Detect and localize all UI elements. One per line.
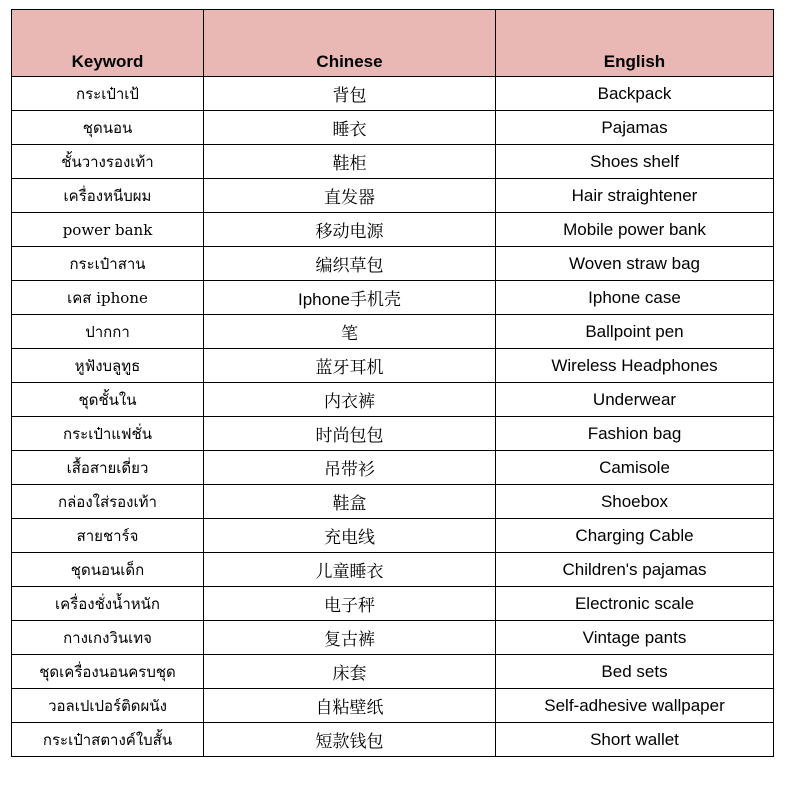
cell-english: Backpack [496, 77, 774, 111]
cell-chinese: 儿童睡衣 [204, 553, 496, 587]
header-keyword: Keyword [12, 10, 204, 77]
table-row [12, 111, 774, 145]
cell-keyword: กางเกงวินเทจ [12, 621, 204, 655]
table-row [12, 281, 774, 315]
cell-english: Ballpoint pen [496, 315, 774, 349]
cell-chinese: 笔 [204, 315, 496, 349]
cell-chinese: 充电线 [204, 519, 496, 553]
table-row [12, 247, 774, 281]
cell-keyword: ปากกา [12, 315, 204, 349]
table-row [12, 655, 774, 689]
table-row [12, 519, 774, 553]
cell-keyword: ชุดชั้นใน [12, 383, 204, 417]
table-row [12, 553, 774, 587]
cell-english: Fashion bag [496, 417, 774, 451]
cell-keyword: สายชาร์จ [12, 519, 204, 553]
table-row [12, 77, 774, 111]
cell-english: Underwear [496, 383, 774, 417]
table-row [12, 451, 774, 485]
cell-chinese: 自粘壁纸 [204, 689, 496, 723]
cell-chinese: 移动电源 [204, 213, 496, 247]
cell-english: Shoes shelf [496, 145, 774, 179]
cell-chinese: 复古裤 [204, 621, 496, 655]
table-row [12, 213, 774, 247]
cell-keyword: power bank [12, 213, 204, 247]
cell-english: Self-adhesive wallpaper [496, 689, 774, 723]
cell-english: Charging Cable [496, 519, 774, 553]
cell-keyword: กระเป๋าสตางค์ใบสั้น [12, 723, 204, 757]
cell-keyword: กล่องใส่รองเท้า [12, 485, 204, 519]
cell-keyword: ชุดเครื่องนอนครบชุด [12, 655, 204, 689]
cell-chinese: 短款钱包 [204, 723, 496, 757]
cell-chinese: 背包 [204, 77, 496, 111]
cell-keyword: เครื่องหนีบผม [12, 179, 204, 213]
cell-chinese: 电子秤 [204, 587, 496, 621]
cell-chinese: 内衣裤 [204, 383, 496, 417]
header-row [12, 10, 774, 77]
cell-english: Pajamas [496, 111, 774, 145]
table-body [12, 77, 774, 757]
table-header [12, 10, 774, 77]
table-row [12, 689, 774, 723]
cell-english: Shoebox [496, 485, 774, 519]
cell-keyword: ชุดนอน [12, 111, 204, 145]
table-row [12, 315, 774, 349]
header-chinese: Chinese [204, 10, 496, 77]
table-row [12, 349, 774, 383]
cell-keyword: กระเป๋าเป้ [12, 77, 204, 111]
cell-chinese: 吊带衫 [204, 451, 496, 485]
header-english: English [496, 10, 774, 77]
cell-keyword: กระเป๋าแฟชั่น [12, 417, 204, 451]
table-row [12, 587, 774, 621]
cell-keyword: ชุดนอนเด็ก [12, 553, 204, 587]
cell-chinese: 直发器 [204, 179, 496, 213]
cell-keyword: เคส iphone [12, 281, 204, 315]
cell-keyword: วอลเปเปอร์ติดผนัง [12, 689, 204, 723]
cell-english: Bed sets [496, 655, 774, 689]
table-row [12, 145, 774, 179]
cell-english: Camisole [496, 451, 774, 485]
cell-chinese: Iphone手机壳 [204, 281, 496, 315]
cell-keyword: ชั้นวางรองเท้า [12, 145, 204, 179]
table-row [12, 723, 774, 757]
cell-english: Short wallet [496, 723, 774, 757]
table-row [12, 417, 774, 451]
cell-keyword: กระเป๋าสาน [12, 247, 204, 281]
table-row [12, 485, 774, 519]
cell-english: Vintage pants [496, 621, 774, 655]
keyword-translation-table [11, 9, 774, 757]
cell-chinese: 时尚包包 [204, 417, 496, 451]
cell-english: Woven straw bag [496, 247, 774, 281]
cell-english: Hair straightener [496, 179, 774, 213]
cell-keyword: เสื้อสายเดี่ยว [12, 451, 204, 485]
cell-keyword: เครื่องชั่งน้ำหนัก [12, 587, 204, 621]
cell-chinese: 蓝牙耳机 [204, 349, 496, 383]
cell-chinese: 鞋盒 [204, 485, 496, 519]
cell-english: Children's pajamas [496, 553, 774, 587]
cell-chinese: 鞋柜 [204, 145, 496, 179]
cell-english: Mobile power bank [496, 213, 774, 247]
table-row [12, 179, 774, 213]
cell-english: Electronic scale [496, 587, 774, 621]
cell-chinese: 床套 [204, 655, 496, 689]
table-row [12, 383, 774, 417]
cell-english: Iphone case [496, 281, 774, 315]
cell-chinese: 编织草包 [204, 247, 496, 281]
cell-keyword: หูฟังบลูทูธ [12, 349, 204, 383]
cell-chinese: 睡衣 [204, 111, 496, 145]
table-row [12, 621, 774, 655]
cell-english: Wireless Headphones [496, 349, 774, 383]
